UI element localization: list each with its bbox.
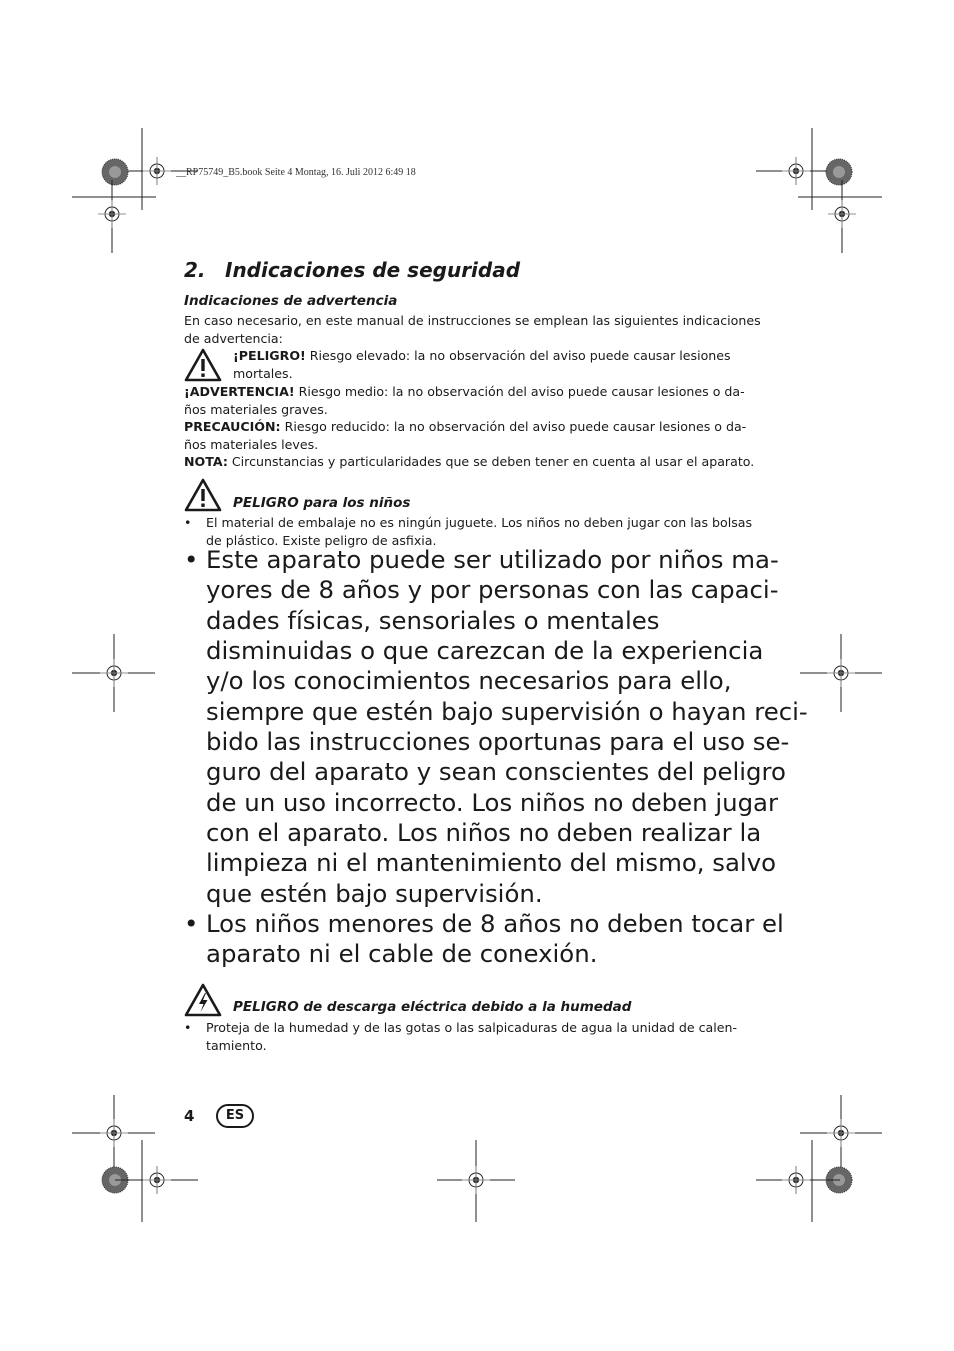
large-line: yores de 8 años y por personas con las capaci-	[206, 575, 779, 605]
nota-text: Circunstancias y particularidades que se deben tener en cuenta al usar el aparato.	[227, 454, 755, 469]
precaucion-label: PRECAUCIÓN:	[184, 419, 281, 434]
peligro-label: ¡PELIGRO!	[233, 348, 306, 363]
large-line: Este aparato puede ser utilizado por niños ma-	[206, 545, 779, 574]
section-title	[184, 258, 520, 282]
intro-line: En caso necesario, en este manual de instrucciones se emplean las siguientes indicaciones	[184, 313, 761, 328]
bullet-dot: •	[184, 1020, 192, 1035]
page-number: 4	[184, 1107, 195, 1125]
children-bullet-small	[184, 514, 752, 549]
warnings-heading: Indicaciones de advertencia	[184, 293, 398, 309]
bullet-text: El material de embalaje no es ningún juguete. Los niños no deben jugar con las bolsas	[206, 515, 753, 530]
intro-line: de advertencia:	[184, 330, 283, 346]
children-danger-heading: PELIGRO para los niños	[233, 495, 411, 511]
large-line: limpieza ni el mantenimiento del mismo, salvo	[206, 848, 777, 878]
bullet-dot: •	[184, 515, 192, 530]
nota-label: NOTA:	[184, 454, 228, 469]
large-line: de un uso incorrecto. Los niños no deben jugar	[206, 787, 779, 817]
bullet-dot: •	[184, 909, 199, 939]
electric-hazard-icon	[184, 983, 222, 1017]
bullet-text-cont: de plástico. Existe peligro de asfixia.	[206, 532, 437, 548]
language-badge: ES	[216, 1104, 254, 1128]
large-line: con el aparato. Los niños no deben realizar la	[206, 818, 762, 848]
nota-entry	[184, 453, 754, 471]
file-header: __RP75749_B5.book Seite 4 Montag, 16. Juli 2012 6:49 18	[176, 167, 416, 178]
advertencia-label: ¡ADVERTENCIA!	[184, 384, 295, 399]
peligro-entry	[233, 347, 731, 382]
large-line: bido las instrucciones oportunas para el uso se-	[206, 727, 790, 757]
large-line: guro del aparato y sean conscientes del peligro	[206, 757, 786, 787]
peligro-text: Riesgo elevado: la no observación del aviso puede causar lesiones	[305, 348, 731, 363]
peligro-text-cont: mortales.	[233, 365, 293, 381]
large-line: siempre que estén bajo supervisión o hayan reci-	[206, 696, 808, 726]
precaucion-text-cont: ños materiales leves.	[184, 436, 319, 452]
large-line: aparato ni el cable de conexión.	[206, 939, 598, 969]
bullet-text: Proteja de la humedad y de las gotas o las salpicaduras de agua la unidad de calen-	[206, 1020, 737, 1035]
large-line: disminuidas o que carezcan de la experiencia	[206, 636, 764, 666]
advertencia-entry	[184, 383, 745, 418]
electric-bullet	[184, 1019, 737, 1054]
advertencia-text: Riesgo medio: la no observación del aviso puede causar lesiones o da-	[294, 384, 745, 399]
advertencia-text-cont: ños materiales graves.	[184, 401, 328, 417]
warning-triangle-icon	[184, 478, 222, 512]
warning-triangle-icon	[184, 348, 222, 382]
large-line: y/o los conocimientos necesarios para ello,	[206, 666, 732, 696]
precaucion-entry	[184, 418, 746, 453]
large-line: Los niños menores de 8 años no deben tocar el	[206, 909, 784, 939]
large-line: dades físicas, sensoriales o mentales	[206, 605, 660, 635]
large-line: que estén bajo supervisión.	[206, 878, 543, 908]
electric-danger-heading: PELIGRO de descarga eléctrica debido a la humedad	[233, 999, 632, 1015]
section-number: 2.	[184, 258, 206, 282]
large-print-warnings	[184, 545, 808, 970]
bullet-dot: •	[184, 545, 199, 574]
intro-paragraph	[184, 312, 761, 347]
section-title-text: Indicaciones de seguridad	[225, 258, 521, 282]
precaucion-text: Riesgo reducido: la no observación del aviso puede causar lesiones o da-	[280, 419, 747, 434]
bullet-text-cont: tamiento.	[206, 1037, 267, 1053]
